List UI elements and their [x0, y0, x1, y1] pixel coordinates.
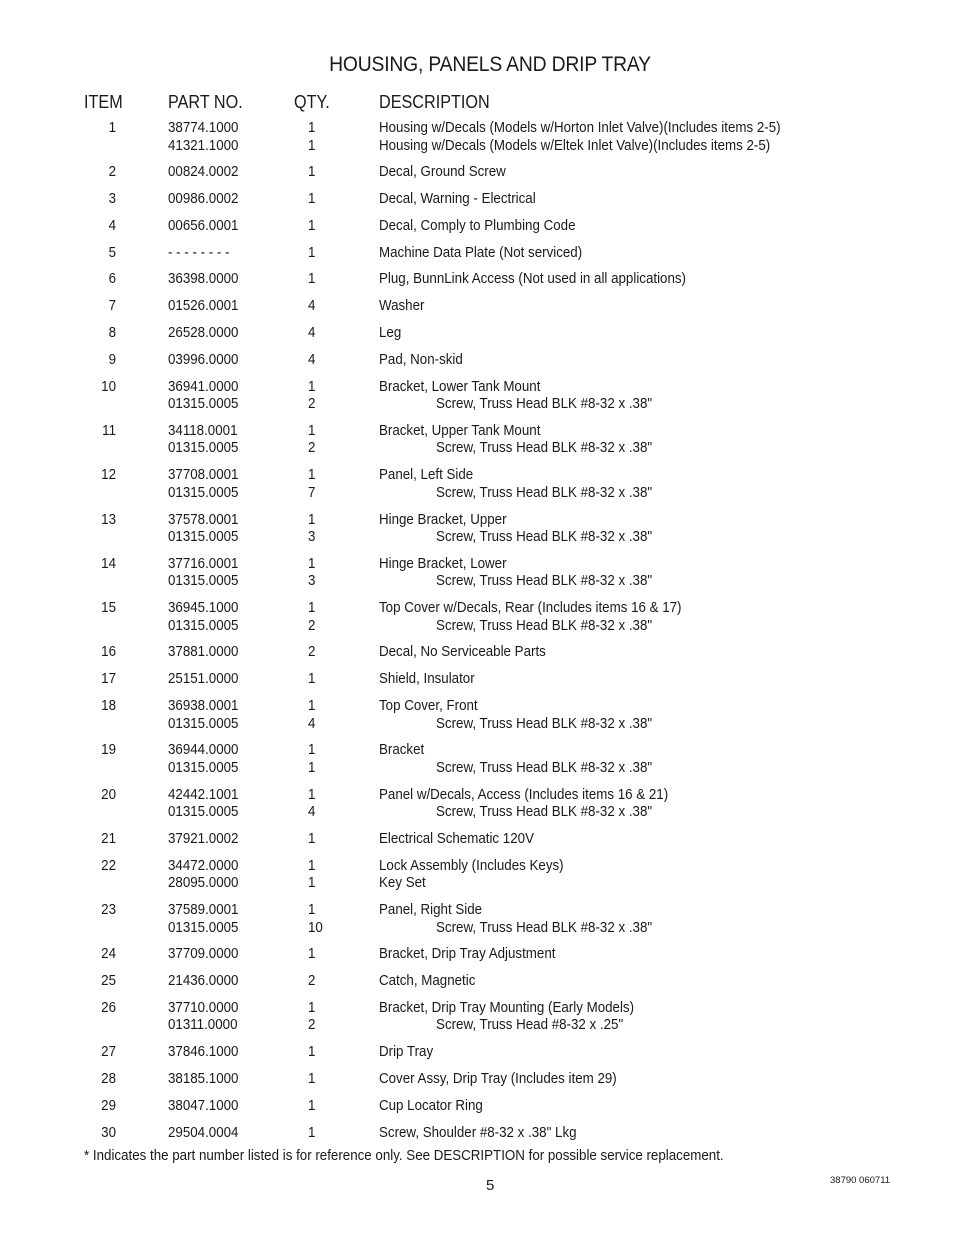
description: Screw, Truss Head BLK #8-32 x .38"	[436, 396, 653, 413]
part-number: 00986.0002	[168, 191, 239, 208]
description: Screw, Truss Head BLK #8-32 x .38"	[436, 440, 653, 457]
part-number-cell	[168, 556, 238, 591]
item-number: 8	[108, 325, 116, 342]
description: Machine Data Plate (Not serviced)	[379, 244, 583, 261]
description: Panel, Left Side	[379, 467, 474, 484]
part-number: 37710.0000	[168, 999, 239, 1016]
quantity-cell	[308, 787, 315, 822]
column-header-description: DESCRIPTION	[379, 92, 490, 112]
quantity-cell	[308, 379, 315, 414]
quantity: 1	[308, 422, 316, 439]
description: Screw, Truss Head #8-32 x .25"	[436, 1017, 624, 1034]
quantity: 1	[308, 857, 316, 874]
quantity: 10	[308, 919, 323, 936]
quantity-cell	[308, 1098, 315, 1116]
table-row	[0, 787, 954, 822]
quantity-cell	[308, 858, 315, 893]
part-number-cell	[168, 671, 238, 689]
part-number: 37846.1000	[168, 1044, 239, 1061]
quantity: 2	[308, 440, 316, 457]
description: Hinge Bracket, Upper	[379, 511, 507, 528]
description-cell	[379, 1125, 577, 1143]
part-number: 01311.0000	[168, 1017, 238, 1034]
item-number: 5	[108, 244, 116, 261]
table-row	[0, 218, 954, 236]
column-header-part-no: PART NO.	[168, 92, 243, 112]
part-number: 01315.0005	[168, 617, 239, 634]
description-cell	[379, 831, 534, 849]
table-row	[0, 1044, 954, 1062]
table-row	[0, 191, 954, 209]
part-number: 01315.0005	[168, 804, 239, 821]
table-row	[0, 600, 954, 635]
table-row	[0, 556, 954, 591]
item-number: 14	[101, 555, 116, 572]
description-cell	[379, 671, 475, 689]
quantity: 2	[308, 1017, 316, 1034]
table-row	[0, 1000, 954, 1035]
part-number-cell	[168, 946, 238, 964]
table-row	[0, 325, 954, 343]
part-number: 00824.0002	[168, 164, 239, 181]
quantity: 1	[308, 946, 316, 963]
description-cell	[379, 271, 686, 289]
quantity-cell	[308, 973, 315, 991]
part-number: 38774.1000	[168, 120, 239, 136]
description: Screw, Shoulder #8-32 x .38" Lkg	[379, 1124, 577, 1141]
description: Decal, Ground Screw	[379, 164, 506, 181]
table-header	[0, 92, 954, 114]
quantity: 1	[308, 191, 316, 208]
description: Screw, Truss Head BLK #8-32 x .38"	[436, 715, 653, 732]
part-number: 21436.0000	[168, 973, 239, 990]
quantity: 2	[308, 396, 316, 413]
description-cell	[379, 423, 652, 458]
item-number: 21	[101, 830, 116, 847]
page-number: 5	[486, 1177, 495, 1194]
description-cell	[379, 120, 781, 155]
quantity: 4	[308, 351, 316, 368]
description: Decal, Warning - Electrical	[379, 191, 536, 208]
part-number-cell	[168, 1044, 238, 1062]
part-number: 37921.0002	[168, 830, 239, 847]
description: Screw, Truss Head BLK #8-32 x .38"	[436, 484, 653, 501]
part-number: 37716.0001	[168, 555, 239, 572]
description: Drip Tray	[379, 1044, 434, 1061]
table-row	[0, 1098, 954, 1116]
table-row	[0, 245, 954, 263]
part-number: 37589.0001	[168, 902, 239, 919]
description: Shield, Insulator	[379, 671, 475, 688]
quantity-cell	[308, 671, 315, 689]
part-number: 03996.0000	[168, 351, 239, 368]
description-cell	[379, 191, 536, 209]
item-number: 23	[101, 902, 116, 919]
description: Catch, Magnetic	[379, 973, 476, 990]
description-cell	[379, 164, 506, 182]
part-number-cell	[168, 698, 238, 733]
part-number-cell	[168, 218, 238, 236]
quantity: 1	[308, 217, 316, 234]
item-number: 7	[108, 298, 116, 315]
quantity-cell	[308, 467, 315, 502]
part-number: 26528.0000	[168, 325, 239, 342]
part-number: 36945.1000	[168, 600, 239, 617]
description: Screw, Truss Head BLK #8-32 x .38"	[436, 919, 653, 936]
description: Bracket	[379, 742, 425, 759]
quantity: 1	[308, 999, 316, 1016]
quantity: 2	[308, 973, 316, 990]
part-number-cell	[168, 644, 238, 662]
part-number-cell	[168, 379, 238, 414]
quantity: 3	[308, 573, 316, 590]
item-number: 26	[101, 999, 116, 1016]
quantity: 4	[308, 715, 316, 732]
quantity: 3	[308, 529, 316, 546]
part-number-cell	[168, 1098, 238, 1116]
description-cell	[379, 325, 401, 343]
table-row	[0, 467, 954, 502]
part-number: 36944.0000	[168, 742, 239, 759]
quantity-cell	[308, 831, 315, 849]
description: Panel w/Decals, Access (Includes items 16 & 21)	[379, 786, 669, 803]
part-number: 36398.0000	[168, 271, 239, 288]
table-row	[0, 858, 954, 893]
part-number: 36941.0000	[168, 378, 239, 395]
part-number: 01526.0001	[168, 298, 239, 315]
quantity-cell	[308, 245, 315, 263]
part-number-cell	[168, 1125, 238, 1143]
part-number: 01315.0005	[168, 715, 239, 732]
description: Pad, Non-skid	[379, 351, 463, 368]
part-number-cell	[168, 271, 238, 289]
part-number: 42442.1001	[168, 786, 239, 803]
description: Screw, Truss Head BLK #8-32 x .38"	[436, 617, 653, 634]
quantity-cell	[308, 1125, 315, 1143]
part-number: 25151.0000	[168, 671, 239, 688]
item-number: 18	[101, 698, 116, 715]
part-number: 01315.0005	[168, 573, 239, 590]
quantity-cell	[308, 298, 315, 316]
item-number: 4	[108, 217, 116, 234]
part-number: 01315.0005	[168, 919, 239, 936]
part-number: 37578.0001	[168, 511, 239, 528]
table-row	[0, 512, 954, 547]
quantity: 1	[308, 378, 316, 395]
part-number-cell	[168, 787, 238, 822]
description: Washer	[379, 298, 425, 315]
quantity: 1	[308, 467, 316, 484]
quantity-cell	[308, 600, 315, 635]
description: Lock Assembly (Includes Keys)	[379, 857, 564, 874]
quantity-cell	[308, 325, 315, 343]
quantity: 1	[308, 137, 316, 154]
quantity: 2	[308, 644, 316, 661]
description-cell	[379, 1071, 617, 1089]
item-number: 25	[101, 973, 116, 990]
part-number-cell	[168, 423, 238, 458]
part-number: 41321.1000	[168, 137, 239, 154]
quantity-cell	[308, 698, 315, 733]
description: Screw, Truss Head BLK #8-32 x .38"	[436, 804, 653, 821]
table-row	[0, 946, 954, 964]
item-number: 6	[108, 271, 116, 288]
quantity: 1	[308, 1044, 316, 1061]
part-number: 01315.0005	[168, 440, 239, 457]
description: Housing w/Decals (Models w/Eltek Inlet Valve)(Includes items 2-5)	[379, 137, 771, 154]
description-cell	[379, 698, 652, 733]
description: Bracket, Drip Tray Adjustment	[379, 946, 556, 963]
item-number: 17	[101, 671, 116, 688]
part-number-cell	[168, 325, 238, 343]
part-number: 01315.0005	[168, 529, 239, 546]
quantity-cell	[308, 742, 315, 777]
part-number: 34472.0000	[168, 857, 239, 874]
part-number: 28095.0000	[168, 875, 239, 892]
description-cell	[379, 973, 475, 991]
description-cell	[379, 467, 652, 502]
part-number-cell	[168, 742, 238, 777]
quantity: 1	[308, 786, 316, 803]
description: Bracket, Lower Tank Mount	[379, 378, 541, 395]
table-row	[0, 902, 954, 937]
quantity: 1	[308, 830, 316, 847]
quantity-cell	[308, 644, 315, 662]
description-cell	[379, 218, 575, 236]
description: Decal, No Serviceable Parts	[379, 644, 546, 661]
column-header-item: ITEM	[84, 92, 123, 112]
page-title: HOUSING, PANELS AND DRIP TRAY	[329, 53, 651, 76]
quantity: 1	[308, 555, 316, 572]
description: Housing w/Decals (Models w/Horton Inlet Valve)(Includes items 2-5)	[379, 120, 781, 136]
part-number: 38185.1000	[168, 1071, 239, 1088]
description: Decal, Comply to Plumbing Code	[379, 217, 576, 234]
quantity: 1	[308, 271, 316, 288]
part-number-cell	[168, 120, 238, 155]
quantity: 1	[308, 759, 316, 776]
description: Leg	[379, 325, 402, 342]
description: Bracket, Drip Tray Mounting (Early Models)	[379, 999, 635, 1016]
quantity-cell	[308, 218, 315, 236]
part-number-cell	[168, 352, 238, 370]
table-row	[0, 271, 954, 289]
part-number-cell	[168, 467, 238, 502]
table-row	[0, 352, 954, 370]
quantity: 1	[308, 600, 316, 617]
footnote: * Indicates the part number listed is for reference only. See DESCRIPTION for possible service replacement.	[84, 1148, 724, 1164]
item-number: 15	[101, 600, 116, 617]
item-number: 16	[101, 644, 116, 661]
part-number-cell	[168, 164, 238, 182]
quantity: 1	[308, 1097, 316, 1114]
item-number: 11	[102, 422, 116, 439]
quantity: 4	[308, 298, 316, 315]
item-number: 19	[101, 742, 116, 759]
part-number: 34118.0001	[168, 422, 238, 439]
part-number: 38047.1000	[168, 1097, 239, 1114]
quantity-cell	[308, 556, 315, 591]
quantity-cell	[308, 1044, 315, 1062]
part-number: 01315.0005	[168, 396, 239, 413]
part-number-cell	[168, 298, 238, 316]
table-row	[0, 671, 954, 689]
quantity-cell	[308, 512, 315, 547]
quantity: 1	[308, 1071, 316, 1088]
part-number-cell	[168, 191, 238, 209]
item-number: 13	[101, 511, 116, 528]
quantity: 1	[308, 902, 316, 919]
item-number: 22	[101, 857, 116, 874]
part-number: 37709.0000	[168, 946, 239, 963]
item-number: 3	[108, 191, 116, 208]
description: Key Set	[379, 875, 426, 892]
table-row	[0, 120, 954, 155]
quantity: 4	[308, 804, 316, 821]
quantity-cell	[308, 352, 315, 370]
item-number: 20	[101, 786, 116, 803]
description-cell	[379, 742, 652, 777]
description: Screw, Truss Head BLK #8-32 x .38"	[436, 529, 653, 546]
quantity-cell	[308, 120, 315, 155]
quantity-cell	[308, 164, 315, 182]
description-cell	[379, 1000, 634, 1035]
description-cell	[379, 379, 652, 414]
quantity: 1	[308, 244, 316, 261]
item-number: 28	[101, 1071, 116, 1088]
description-cell	[379, 1044, 433, 1062]
description: Cup Locator Ring	[379, 1097, 483, 1114]
part-number-cell	[168, 1000, 238, 1035]
quantity-cell	[308, 946, 315, 964]
quantity: 1	[308, 120, 316, 136]
item-number: 1	[108, 120, 116, 136]
quantity: 1	[308, 875, 316, 892]
description: Panel, Right Side	[379, 902, 483, 919]
quantity-cell	[308, 191, 315, 209]
description: Hinge Bracket, Lower	[379, 555, 507, 572]
description-cell	[379, 1098, 483, 1116]
description: Cover Assy, Drip Tray (Includes item 29)	[379, 1071, 617, 1088]
table-row	[0, 1125, 954, 1143]
quantity: 1	[308, 511, 316, 528]
table-row	[0, 973, 954, 991]
part-number: 37708.0001	[168, 467, 239, 484]
quantity: 1	[308, 164, 316, 181]
table-row	[0, 298, 954, 316]
table-row	[0, 644, 954, 662]
part-number-cell	[168, 600, 238, 635]
quantity-cell	[308, 271, 315, 289]
table-row	[0, 831, 954, 849]
description-cell	[379, 600, 682, 635]
part-number: 01315.0005	[168, 484, 239, 501]
quantity: 1	[308, 671, 316, 688]
quantity-cell	[308, 1000, 315, 1035]
description: Bracket, Upper Tank Mount	[379, 422, 541, 439]
table-row	[0, 1071, 954, 1089]
quantity: 1	[308, 698, 316, 715]
description: Electrical Schematic 120V	[379, 830, 534, 847]
table-row	[0, 164, 954, 182]
part-number: - - - - - - - -	[168, 244, 230, 261]
item-number: 10	[101, 378, 116, 395]
item-number: 9	[108, 351, 116, 368]
part-number-cell	[168, 973, 238, 991]
quantity: 4	[308, 325, 316, 342]
item-number: 27	[101, 1044, 116, 1061]
description-cell	[379, 245, 582, 263]
part-number-cell	[168, 902, 238, 937]
description-cell	[379, 902, 652, 937]
description-cell	[379, 644, 546, 662]
description-cell	[379, 298, 424, 316]
description-cell	[379, 946, 555, 964]
description: Screw, Truss Head BLK #8-32 x .38"	[436, 573, 653, 590]
part-number: 36938.0001	[168, 698, 239, 715]
parts-table	[0, 120, 954, 1151]
table-row	[0, 698, 954, 733]
description-cell	[379, 787, 668, 822]
quantity-cell	[308, 1071, 315, 1089]
document-id: 38790 060711	[830, 1175, 891, 1186]
description-cell	[379, 556, 652, 591]
item-number: 12	[101, 467, 116, 484]
quantity: 7	[308, 484, 316, 501]
part-number: 01315.0005	[168, 759, 239, 776]
description: Top Cover, Front	[379, 698, 478, 715]
quantity-cell	[308, 423, 315, 458]
item-number: 2	[108, 164, 116, 181]
part-number: 37881.0000	[168, 644, 239, 661]
part-number-cell	[168, 858, 238, 893]
table-row	[0, 423, 954, 458]
description-cell	[379, 512, 652, 547]
quantity: 2	[308, 617, 316, 634]
item-number: 30	[101, 1124, 116, 1141]
description: Plug, BunnLink Access (Not used in all applications)	[379, 271, 686, 288]
quantity-cell	[308, 902, 323, 937]
part-number-cell	[168, 512, 238, 547]
table-row	[0, 742, 954, 777]
quantity: 1	[308, 1124, 316, 1141]
item-number: 24	[101, 946, 116, 963]
item-number: 29	[101, 1097, 116, 1114]
description-cell	[379, 352, 463, 370]
column-header-qty: QTY.	[294, 92, 330, 112]
description-cell	[379, 858, 564, 893]
part-number-cell	[168, 1071, 238, 1089]
description: Screw, Truss Head BLK #8-32 x .38"	[436, 759, 653, 776]
part-number: 29504.0004	[168, 1124, 239, 1141]
part-number-cell	[168, 831, 238, 849]
part-number: 00656.0001	[168, 217, 239, 234]
part-number-cell	[168, 245, 229, 263]
quantity: 1	[308, 742, 316, 759]
table-row	[0, 379, 954, 414]
description: Top Cover w/Decals, Rear (Includes items 16 & 17)	[379, 600, 682, 617]
